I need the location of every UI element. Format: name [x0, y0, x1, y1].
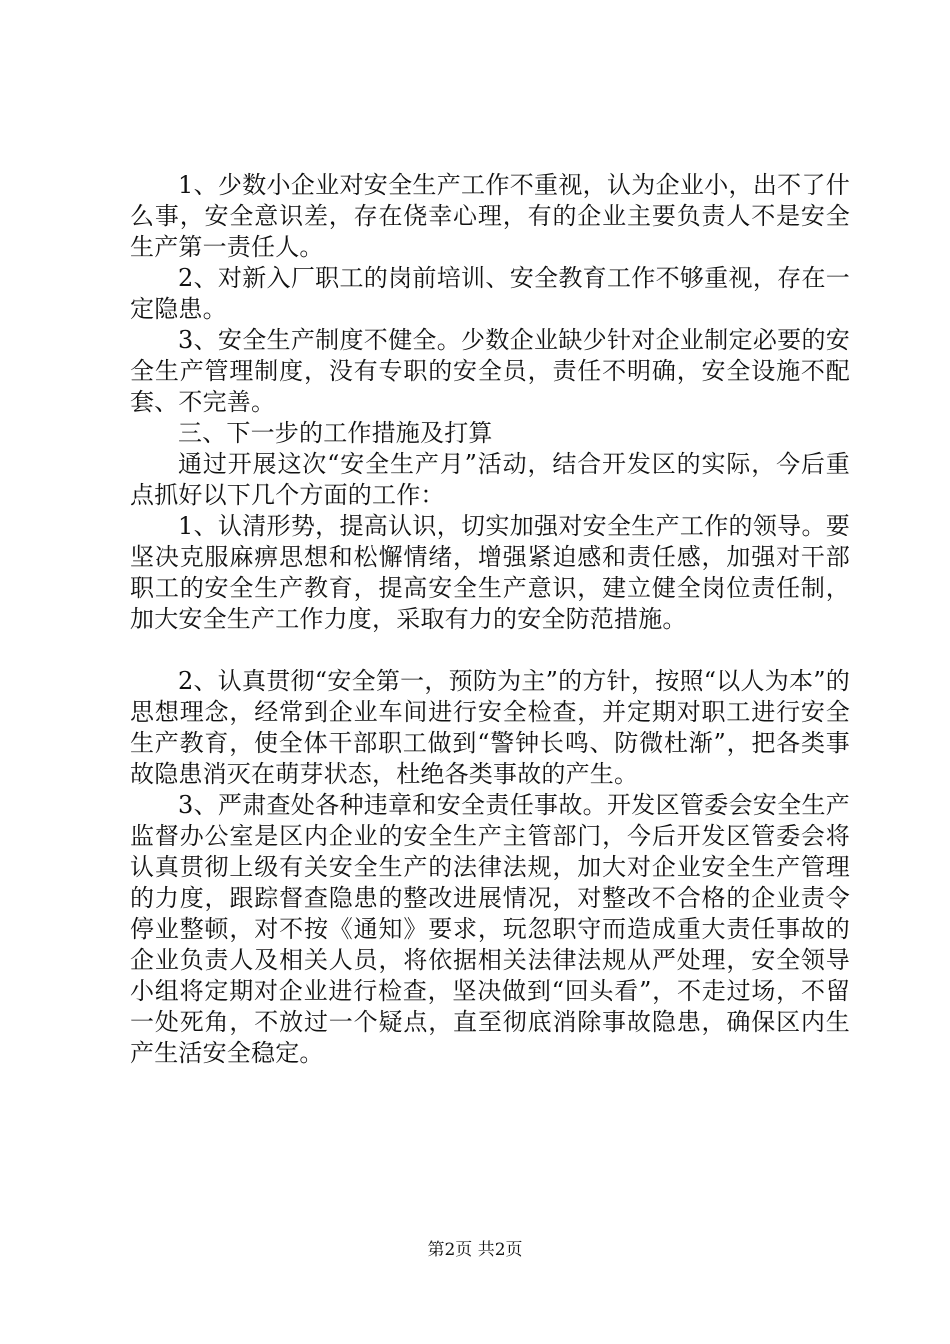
paragraph-issue-1: 1、少数小企业对安全生产工作不重视，认为企业小，出不了什么事，安全意识差，存在侥幸心理，有的企业主要负责人不是安全生产第一责任人。 [130, 171, 850, 261]
paragraph-issue-2: 2、对新入厂职工的岗前培训、安全教育工作不够重视，存在一定隐患。 [130, 264, 850, 323]
paragraph-issue-3: 3、安全生产制度不健全。少数企业缺少针对企业制定必要的安全生产管理制度，没有专职的安全员，责任不明确，安全设施不配套、不完善。 [130, 326, 850, 416]
page-number-footer: 第2页 共2页 [427, 1240, 523, 1260]
paragraph-measure-1: 1、认清形势，提高认识，切实加强对安全生产工作的领导。要坚决克服麻痹思想和松懈情绪，增强紧迫感和责任感，加强对干部职工的安全生产教育，提高安全生产意识，建立健全岗位责任制，加大安全生产工作力度，采取有力的安全防范措施。 [130, 512, 850, 633]
document-body [130, 170, 850, 1069]
paragraph-measure-3: 3、严肃查处各种违章和安全责任事故。开发区管委会安全生产监督办公室是区内企业的安全生产主管部门，今后开发区管委会将认真贯彻上级有关安全生产的法律法规，加大对企业安全生产管理的力度，跟踪督查隐患的整改进展情况，对整改不合格的企业责令停业整顿，对不按《通知》要求，玩忽职守而造成重大责任事故的企业负责人及相关人员，将依据相关法律法规从严处理，安全领导小组将定期对企业进行检查，坚决做到“回头看”，不走过场，不留一处死角，不放过一个疑点，直至彻底消除事故隐患，确保区内生产生活安全稳定。 [130, 791, 850, 1067]
section-heading: 三、下一步的工作措施及打算 [178, 419, 493, 447]
paragraph-measure-2: 2、认真贯彻“安全第一，预防为主”的方针，按照“以人为本”的思想理念，经常到企业车间进行安全检查，并定期对职工进行安全生产教育，使全体干部职工做到“警钟长鸣、防微杜渐”，把各类事故隐患消灭在萌芽状态，杜绝各类事故的产生。 [130, 667, 850, 788]
blank-line [130, 635, 850, 666]
paragraph-intro: 通过开展这次“安全生产月”活动，结合开发区的实际，今后重点抓好以下几个方面的工作： [130, 450, 850, 509]
